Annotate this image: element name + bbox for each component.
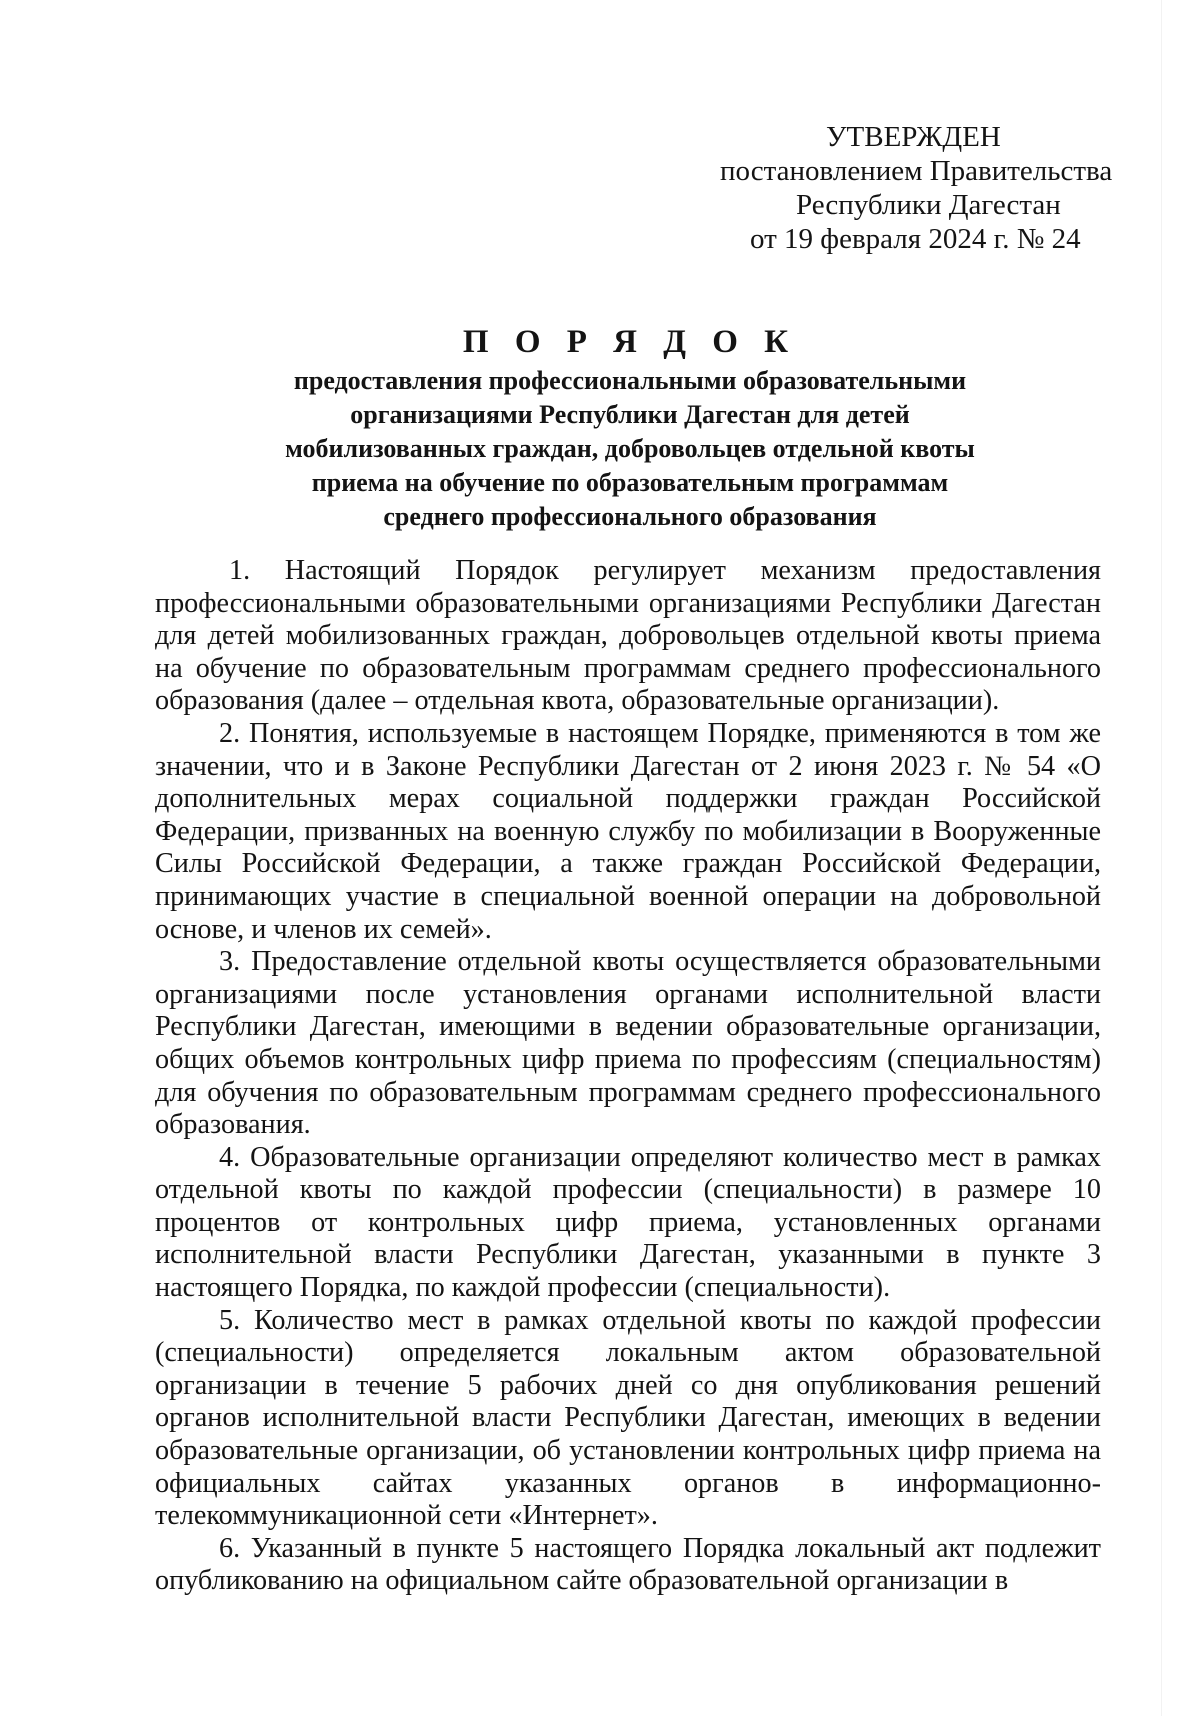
approval-resolution-line: постановлением Правительства [720,155,1113,187]
paragraph-3: 3. Предоставление отдельной квоты осуществляется образовательными организациями после установления органами исполнительной власти Республики Дагестан, имеющими в ведении образовательные организации, общих объемов контрольных цифр приема по профессиям (специальностям) для обучения по образовательным программам среднего профессионального образования. [155,946,1101,1141]
paragraph-1: 1. Настоящий Порядок регулирует механизм предоставления профессиональными образовательными организациями Республики Дагестан для детей мобилизованных граждан, добровольцев отдельной квоты приема на обучение по образовательным программам среднего профессионального образования (далее – отдельная квота, образовательные организации). [155,555,1101,717]
subtitle-line: мобилизованных граждан, добровольцев отдельной квоты [285,434,975,463]
paragraph-5: 5. Количество мест в рамках отдельной квоты по каждой профессии (специальности) определяется локальным актом образовательной организации в течение 5 рабочих дней со дня опубликования решений органов исполнительной власти Республики Дагестан, имеющих в ведении образовательные организации, об установлении контрольных цифр приема на официальных сайтах указанных органов в информационно-телекоммуникационной сети «Интернет». [155,1304,1101,1532]
paragraph-4: 4. Образовательные организации определяют количество мест в рамках отдельной квоты по каждой профессии (специальности) в размере 10 процентов от контрольных цифр приема, установленных органами исполнительной власти Республики Дагестан, указанными в пункте 3 настоящего Порядка, по каждой профессии (специальности). [155,1141,1101,1304]
subtitle-line: предоставления профессиональными образовательными [293,366,967,395]
approval-date-line: от 19 февраля 2024 г. № 24 [750,223,1081,255]
document-title-block [150,322,1110,534]
subtitle-line: среднего профессионального образования [383,502,877,531]
paragraph-2: 2. Понятия, используемые в настоящем Порядке, применяются в том же значении, что и в Законе Республики Дагестан от 2 июня 2023 г. № 54 «О дополнительных мерах социальной поддержки граждан Российской Федерации, призванных на военную службу по мобилизации в Вооруженные Силы Российской Федерации, а также граждан Российской Федерации, принимающих участие в специальной военной операции на добровольной основе, и членов их семей». [155,717,1101,945]
document-subtitle [150,364,1110,534]
document-body [155,555,1101,1598]
approval-republic-line: Республики Дагестан [796,189,1061,221]
paragraph-6: 6. Указанный в пункте 5 настоящего Порядка локальный акт подлежит опубликованию на официальном сайте образовательной организации в [155,1532,1101,1597]
subtitle-line: организациями Республики Дагестан для детей [350,400,910,429]
approval-stamp-block [700,120,1120,256]
document-title: П О Р Я Д О К [462,324,798,360]
subtitle-line: приема на обучение по образовательным программам [311,468,949,497]
scan-edge-line [1161,0,1162,1716]
approval-heading: УТВЕРЖДЕН [826,121,1001,153]
